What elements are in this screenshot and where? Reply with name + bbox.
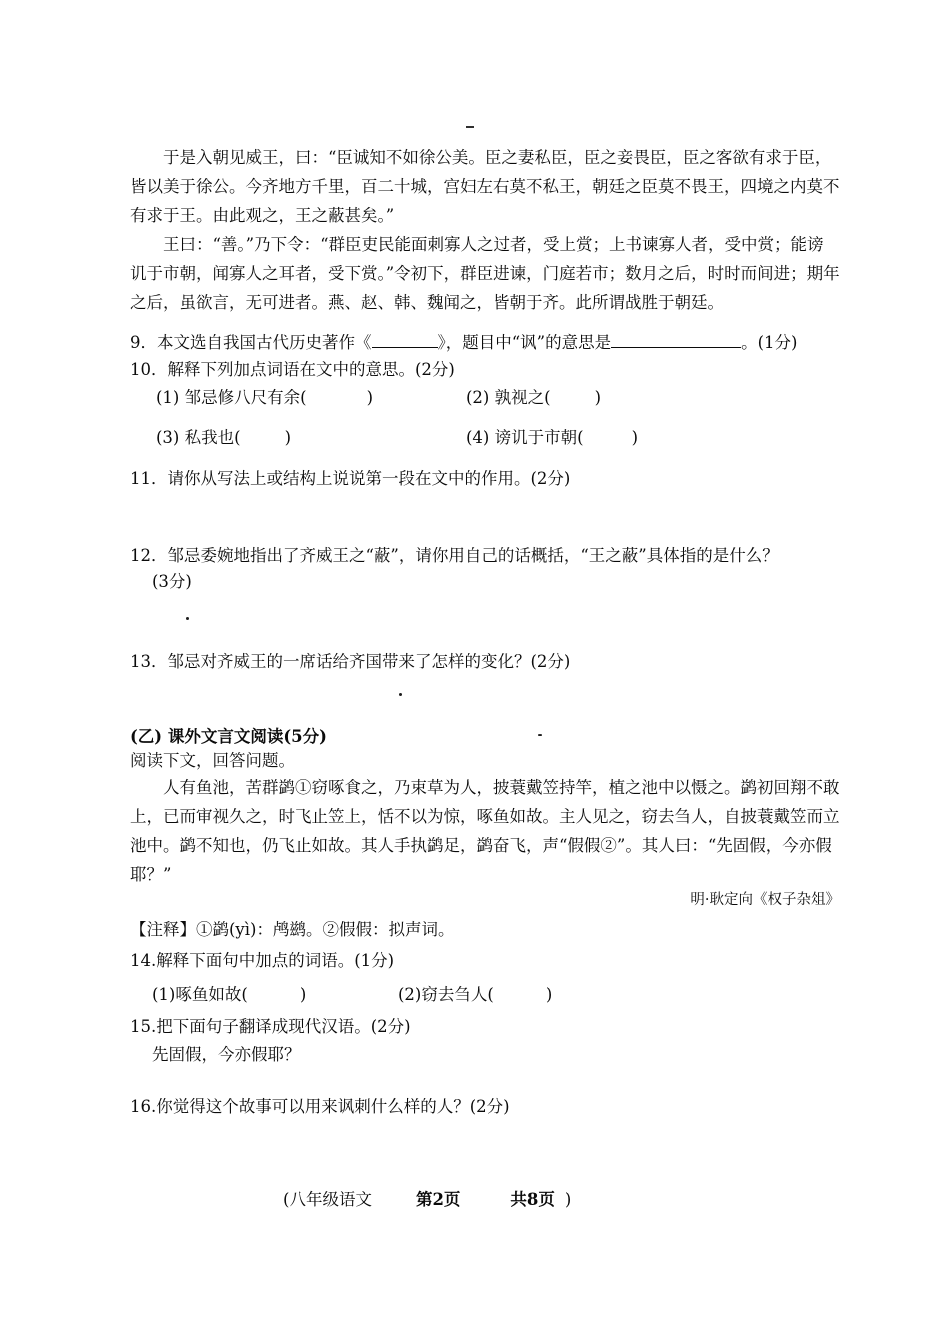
question-15-sentence: 先固假，今亦假耶？: [152, 1045, 301, 1064]
scan-speck: [186, 617, 189, 620]
q9-text-3: 。(1分): [741, 333, 798, 352]
q10-item-3-close: ): [284, 428, 291, 447]
page-footer: [283, 1186, 571, 1210]
section-b-passage: 人有鱼池，苦群鹢①窃啄食之，乃束草为人，披蓑戴笠持竿，植之池中以慑之。鹢初回翔不敢上，已而审视久之，时飞止笠上，恬不以为惊，啄鱼如故。主人见之，窃去刍人，自披蓑戴笠而立池中。鹢不知也，仍飞止如故。其人手执鹢足，鹢奋飞，声“假假②”。其人曰：“先固假，今亦假耶？”: [130, 778, 840, 884]
scan-speck: [399, 693, 402, 696]
q10-item-3-text: (3) 私我也(: [156, 428, 241, 447]
footer-total-pages: 共8页: [510, 1190, 555, 1209]
q10-item-3: [156, 425, 291, 451]
footer-page-number: 第2页: [415, 1190, 461, 1209]
q10-item-2-text: (2) 孰视之(: [466, 388, 551, 407]
question-9: [130, 330, 798, 356]
question-15-stem: 15.把下面句子翻译成现代汉语。(2分): [130, 1017, 411, 1036]
section-b-instruction: 阅读下文，回答问题。: [130, 751, 295, 770]
q9-blank-meaning[interactable]: [611, 331, 741, 348]
question-13: 13．邹忌对齐威王的一席话给齐国带来了怎样的变化？(2分): [130, 652, 571, 671]
q10-item-4-text: (4) 谤讥于市朝(: [466, 428, 584, 447]
q10-item-1-text: (1) 邹忌修八尺有余(: [156, 388, 307, 407]
question-11: 11．请你从写法上或结构上说说第一段在文中的作用。(2分): [130, 469, 571, 488]
question-12-line-1: 12．邹忌委婉地指出了齐威王之“蔽”，请你用自己的话概括，“王之蔽”具体指的是什么？: [130, 546, 779, 565]
passage-a-paragraph-1: 于是入朝见威王，曰：“臣诚知不如徐公美。臣之妻私臣，臣之妾畏臣，臣之客欲有求于臣，皆以美于徐公。今齐地方千里，百二十城，宫妇左右莫不私王，朝廷之臣莫不畏王，四境之内莫不有求于王。由此观之，王之蔽甚矣。”: [130, 148, 840, 225]
passage-source: 明·耿定向《权子杂俎》: [690, 892, 840, 908]
q14-item-2-close: ): [545, 985, 553, 1004]
question-10-stem: 10．解释下列加点词语在文中的意思。(2分): [130, 360, 455, 379]
q10-item-2: [466, 385, 601, 411]
section-b-title: (乙) 课外文言文阅读(5分): [130, 727, 327, 746]
footer-subject: 八年级语文: [289, 1190, 372, 1209]
scan-mark: [466, 126, 474, 128]
footer-open: (: [283, 1190, 290, 1209]
q14-item-1: [152, 982, 306, 1008]
q9-blank-book[interactable]: [372, 331, 438, 348]
q14-item-1-close: ): [299, 985, 307, 1004]
q9-text-2: 》，题目中“讽”的意思是: [437, 333, 612, 352]
q10-item-4-close: ): [631, 428, 638, 447]
question-12-line-2: (3分): [152, 572, 192, 591]
question-14-stem: 14.解释下面句中加点的词语。(1分): [130, 951, 395, 970]
scan-speck: [538, 734, 542, 736]
q10-item-1: [156, 385, 373, 411]
q14-item-1-text: (1)啄鱼如故(: [152, 985, 248, 1004]
annotation-note: 【注释】①鹢(yì)：鸬鹚。②假假：拟声词。: [130, 920, 455, 939]
q10-item-4: [466, 425, 638, 451]
q10-item-1-close: ): [366, 388, 373, 407]
passage-a-paragraph-2: 王曰：“善。”乃下令：“群臣吏民能面刺寡人之过者，受上赏；上书谏寡人者，受中赏；能谤讥于市朝，闻寡人之耳者，受下赏。”令初下，群臣进谏，门庭若市；数月之后，时时而间进；期年之后，虽欲言，无可进者。燕、赵、韩、魏闻之，皆朝于齐。此所谓战胜于朝廷。: [130, 235, 840, 312]
q14-item-2-text: (2)窃去刍人(: [398, 985, 494, 1004]
q14-item-2: [398, 982, 552, 1008]
q9-text-1: 9．本文选自我国古代历史著作《: [130, 333, 372, 352]
question-16: 16.你觉得这个故事可以用来讽刺什么样的人？(2分): [130, 1097, 510, 1116]
footer-close: ): [564, 1190, 572, 1209]
q10-item-2-close: ): [594, 388, 601, 407]
